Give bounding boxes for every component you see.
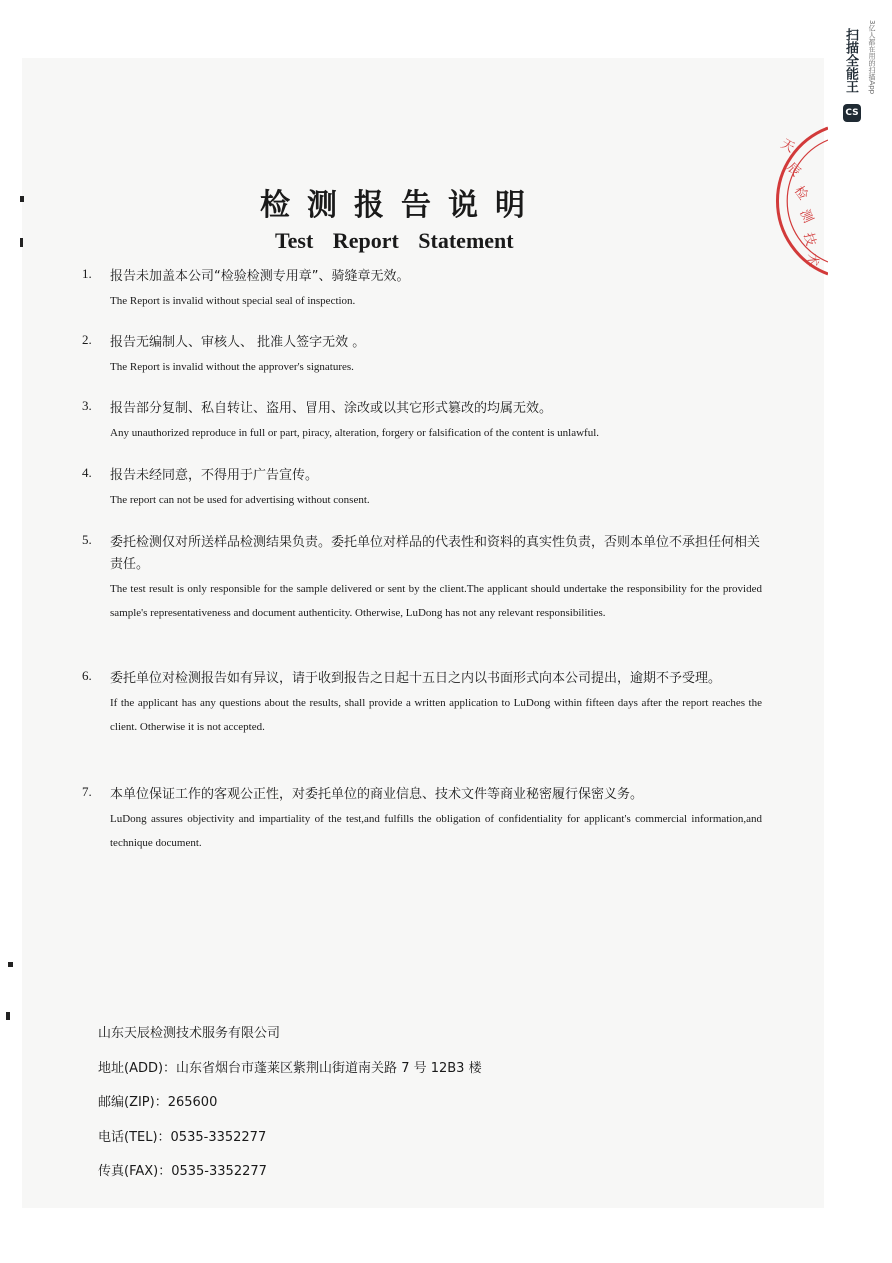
scan-speck — [8, 962, 13, 967]
title-english: Test Report Statement — [275, 228, 514, 253]
svg-text:技: 技 — [800, 231, 818, 248]
tel-line: 电话(TEL)：0535-3352277 — [98, 1129, 267, 1145]
statement-item — [82, 465, 762, 512]
item-number: 4. — [82, 465, 92, 480]
item-number: 1. — [82, 266, 92, 281]
contact-block — [98, 1022, 482, 1195]
item-number: 5. — [82, 532, 92, 547]
item-text-english: The report can not be used for advertising without consent. — [110, 494, 370, 506]
zip-line: 邮编(ZIP)：265600 — [98, 1095, 218, 1110]
item-text-chinese: 报告未加盖本公司“检验检测专用章”、骑缝章无效。 — [110, 269, 410, 284]
item-text-english: The test result is only responsible for the sample delivered or sent by the client.The applicant should undertake the responsibility for the provided sample's representativeness and document authenticity. Otherwise, LuDong has not any relevant responsibilities. — [110, 583, 762, 619]
red-seal-stamp — [774, 124, 828, 278]
item-text-chinese: 本单位保证工作的客观公正性，对委托单位的商业信息、技术文件等商业秘密履行保密义务。 — [110, 787, 644, 802]
item-text-english: Any unauthorized reproduce in full or part, piracy, alteration, forgery or falsification of the content is unlawful. — [110, 427, 600, 439]
item-number: 7. — [82, 784, 92, 799]
item-text-english: If the applicant has any questions about the results, shall provide a written application to LuDong within fifteen days after the report reaches the client. Otherwise it is not accepted. — [110, 697, 762, 733]
svg-text:检: 检 — [790, 183, 811, 203]
scan-speck — [20, 238, 23, 247]
item-number: 3. — [82, 398, 92, 413]
item-text-chinese: 委托检测仅对所送样品检测结果负责。委托单位对样品的代表性和资料的真实性负责，否则本单位不承担任何相关责任。 — [110, 535, 761, 572]
svg-text:测: 测 — [796, 207, 816, 226]
item-text-chinese: 委托单位对检测报告如有异议，请于收到报告之日起十五日之内以书面形式向本公司提出，逾期不予受理。 — [110, 671, 722, 686]
item-text-english: The Report is invalid without special seal of inspection. — [110, 295, 356, 307]
statement-item — [82, 266, 762, 313]
item-text-chinese: 报告未经同意，不得用于广告宣传。 — [110, 468, 319, 483]
scan-speck — [6, 1012, 10, 1020]
svg-text:天: 天 — [778, 136, 797, 156]
statement-item — [82, 532, 762, 625]
svg-text:术: 术 — [804, 253, 821, 268]
address-line: 地址(ADD)：山东省烟台市蓬莱区紫荆山街道南关路 7 号 12B3 楼 — [98, 1060, 482, 1076]
statement-item — [82, 784, 762, 855]
company-name: 山东天辰检测技术服务有限公司 — [98, 1026, 281, 1041]
statement-item — [82, 668, 762, 739]
fax-line: 传真(FAX)：0535-3352277 — [98, 1164, 267, 1179]
title-chinese: 检测报告说明 — [260, 188, 542, 223]
item-text-chinese: 报告部分复制、私自转让、盗用、冒用、涂改或以其它形式篡改的均属无效。 — [110, 401, 553, 416]
item-text-english: LuDong assures objectivity and impartiality of the test,and fulfills the obligation of confidentiality for applicant's commercial information,and technique document. — [110, 813, 762, 849]
statement-item — [82, 332, 762, 379]
item-text-chinese: 报告无编制人、审核人、 批准人签字无效 。 — [110, 335, 366, 350]
item-number: 2. — [82, 332, 92, 347]
statement-item — [82, 398, 762, 445]
item-text-english: The Report is invalid without the approver's signatures. — [110, 361, 354, 373]
svg-text:辰: 辰 — [783, 160, 803, 181]
item-number: 6. — [82, 668, 92, 683]
scanner-app-name: 扫描全能王 — [843, 27, 858, 93]
scanner-tagline: 3亿人都在用的扫描App — [868, 20, 876, 95]
scanner-logo-icon: CS — [843, 104, 861, 122]
